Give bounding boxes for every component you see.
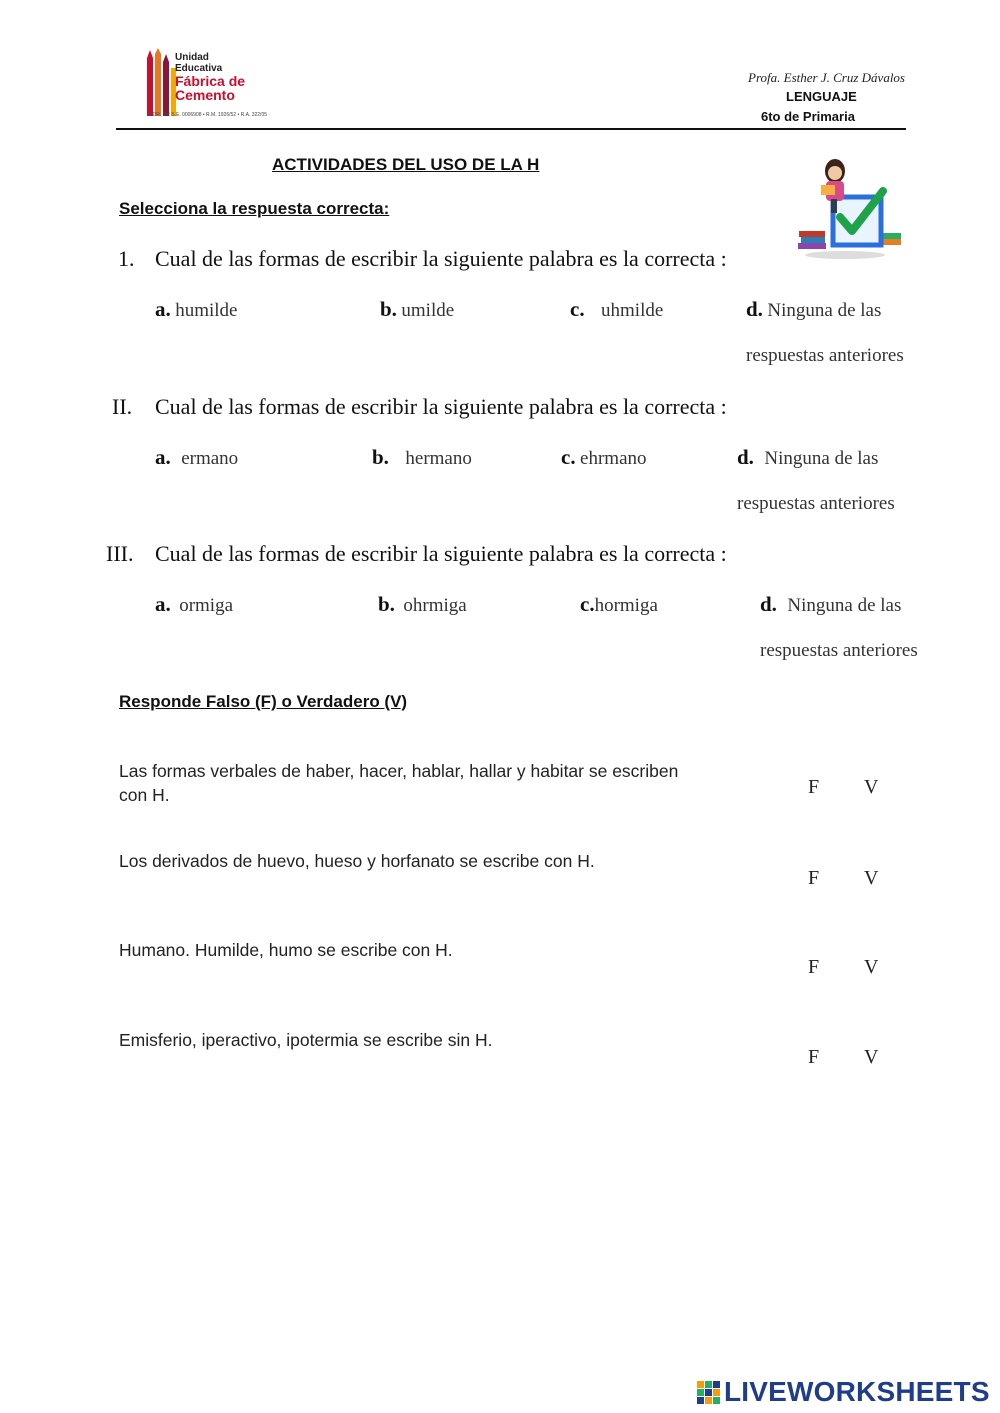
question-2-number: II. (112, 394, 133, 419)
statement-4-true[interactable]: V (864, 1046, 879, 1068)
teacher-name: Profa. Esther J. Cruz Dávalos (748, 70, 905, 85)
q1-option-a[interactable] (155, 297, 237, 322)
liveworksheets-icon (697, 1381, 721, 1405)
statement-3-true[interactable]: V (864, 956, 879, 978)
q1-option-d-line2: respuestas anteriores (746, 345, 904, 366)
statement-2-true[interactable]: V (864, 867, 879, 889)
option-letter: b. (372, 445, 389, 469)
option-letter: a. (155, 445, 171, 469)
statement-1-true[interactable]: V (864, 776, 879, 798)
logo-line1: Unidad (175, 52, 209, 63)
q3-option-d[interactable] (760, 592, 901, 617)
option-text: uhmilde (601, 300, 664, 321)
q2-option-c[interactable] (561, 445, 647, 470)
option-text: umilde (401, 300, 455, 321)
q1-option-c[interactable] (570, 297, 663, 322)
q3-option-c[interactable] (580, 592, 658, 617)
logo-line4: Cemento (175, 87, 235, 103)
question-2-text: Cual de las formas de escribir la siguiente palabra es la correcta : (155, 394, 727, 419)
option-letter: a. (155, 592, 171, 616)
q1-option-d[interactable] (746, 297, 881, 322)
logo-subline: CDR. DR S.E. 0006908 • R.M. 1926/52 • R.A. 322/05 (149, 112, 268, 118)
statement-1 (119, 759, 779, 807)
section2-instruction: Responde Falso (F) o Verdadero (V) (119, 692, 408, 711)
pencils-icon (145, 48, 179, 118)
question-3-text: Cual de las formas de escribir la siguiente palabra es la correcta : (155, 541, 727, 566)
option-letter: d. (746, 297, 763, 321)
option-text: Ninguna de las (787, 595, 902, 616)
grade-label: 6to de Primaria (761, 109, 855, 124)
q3-option-b[interactable] (378, 592, 467, 617)
option-text: ermano (181, 448, 239, 469)
statement-3: Humano. Humilde, humo se escribe con H. (119, 940, 453, 960)
logo-text (175, 52, 255, 102)
question-3-number: III. (106, 541, 134, 566)
teacher-checkbox-clipart-icon (795, 155, 905, 260)
option-letter: c. (580, 592, 595, 616)
statement-2: Los derivados de huevo, hueso y horfanato se escribe con H. (119, 851, 595, 871)
logo-line3: Fábrica de (175, 73, 246, 89)
liveworksheets-wordmark: LIVEWORKSHEETS (724, 1376, 990, 1407)
option-letter: c. (570, 297, 585, 321)
option-letter: c. (561, 445, 576, 469)
q2-option-d[interactable] (737, 445, 878, 470)
q3-option-d-line2: respuestas anteriores (760, 640, 918, 661)
q2-option-b[interactable] (372, 445, 472, 470)
q3-option-a[interactable] (155, 592, 233, 617)
statement-1-line2: con H. (119, 785, 170, 805)
subject-label: LENGUAJE (786, 89, 857, 104)
q1-option-b[interactable] (380, 297, 454, 322)
option-text: humilde (175, 300, 238, 321)
statement-2-false[interactable]: F (808, 867, 820, 889)
option-text: Ninguna de las (767, 300, 882, 321)
option-text: hermano (405, 448, 472, 469)
option-letter: d. (760, 592, 777, 616)
question-1-text: Cual de las formas de escribir la siguiente palabra es la correcta : (155, 246, 727, 271)
option-text: hormiga (594, 595, 658, 616)
q2-option-a[interactable] (155, 445, 238, 470)
statement-1-false[interactable]: F (808, 776, 820, 798)
logo-line2: Educativa (175, 63, 223, 74)
header-divider (116, 128, 906, 130)
section1-instruction: Selecciona la respuesta correcta: (119, 199, 390, 218)
school-logo (145, 46, 268, 122)
option-letter: a. (155, 297, 171, 321)
statement-4-false[interactable]: F (808, 1046, 820, 1068)
option-text: Ninguna de las (764, 448, 879, 469)
option-text: ehrmano (580, 448, 647, 469)
option-letter: b. (380, 297, 397, 321)
q2-option-d-line2: respuestas anteriores (737, 493, 895, 514)
option-text: ohrmiga (403, 595, 467, 616)
question-1-number: 1. (118, 246, 135, 271)
option-letter: d. (737, 445, 754, 469)
statement-4: Emisferio, iperactivo, ipotermia se escribe sin H. (119, 1030, 493, 1050)
option-letter: b. (378, 592, 395, 616)
statement-1-line1: Las formas verbales de haber, hacer, hablar, hallar y habitar se escriben (119, 761, 679, 781)
page-title: ACTIVIDADES DEL USO DE LA H (272, 155, 540, 174)
option-text: ormiga (179, 595, 234, 616)
statement-3-false[interactable]: F (808, 956, 820, 978)
